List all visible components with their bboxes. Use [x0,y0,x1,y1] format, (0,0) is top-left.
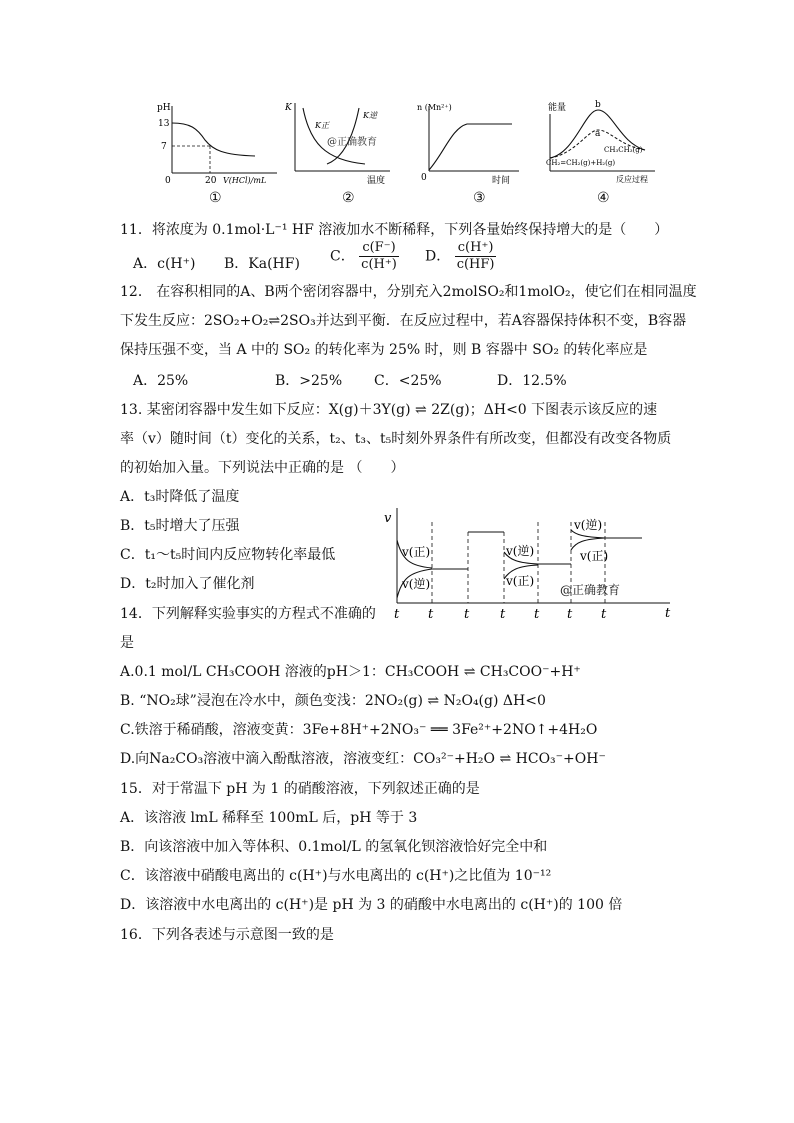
q11-option-d [425,240,496,273]
figure-4-energy-profile [540,98,660,188]
q13-graph-watermark: @正确教育 [560,583,621,597]
q11-option-d-prefix: D． [425,248,451,265]
svg-text:t: t [534,607,540,622]
fig2-ylabel: K [285,103,292,113]
q11-option-c [330,240,399,273]
q13-graph-t-axis: t [665,606,671,621]
q15-option-d: D．该溶液中水电离出的 c(H⁺)是 pH 为 3 的硝酸中水电离出的 c(H⁺)的 100 倍 [120,897,623,913]
q14-option-a: A.0.1 mol/L CH₃COOH 溶液的pH＞1：CH₃COOH ⇌ CH₃COO⁻+H⁺ [120,664,581,680]
fig2-k-ni-curve [327,108,359,164]
svg-text:t: t [394,607,400,622]
q15-option-a: A．该溶液 lmL 稀释至 100mL 后，pH 等于 3 [120,810,418,826]
fig4-ylabel: 能量 [548,103,567,113]
fig2-k-ni: K逆 [363,111,377,120]
fig2-k-zheng-curve [303,108,365,164]
q11-option-b: B．Ka(HF) [224,256,300,272]
fig1-y7: 7 [161,142,167,152]
fig4-a: a [595,129,601,139]
q14-option-d: D.向Na₂CO₃溶液中滴入酚酞溶液，溶液变红：CO₃²⁻+H₂O ⇌ HCO₃⁻+OH⁻ [120,751,606,767]
figure-1-ph-titration [155,98,280,188]
svg-text:t: t [567,607,573,622]
fig3-ylabel: n (Mn²⁺) [417,103,452,112]
q15-option-c: C．该溶液中硝酸电离出的 c(H⁺)与水电离出的 c(H⁺)之比值为 10⁻¹² [120,868,552,884]
fig1-number: ① [209,190,222,206]
svg-text:t: t [428,607,434,622]
q14-option-c: C.铁溶于稀硝酸，溶液变黄：3Fe+8H⁺+2NO₃⁻ ══ 3Fe²⁺+2NO↑+4H₂O [120,722,598,738]
q13-line-1: 13. 某密闭容器中发生如下反应：X(g)＋3Y(g) ⇌ 2Z(g)；ΔH<0 下图表示该反应的速 [120,402,658,418]
q13-velocity-time-graph [380,500,680,625]
fig2-xlabel: 温度 [367,176,386,186]
fig1-x20: 20 [205,176,217,186]
fig1-xlabel: V(HCl)/mL [223,176,267,185]
fig3-xlabel: 时间 [492,176,511,186]
q11-option-d-fraction [455,240,497,273]
q13-graph-v-zheng-3: v(正) [580,549,609,563]
q12-line-2: 下发生反应：2SO₂+O₂⇌2SO₃并达到平衡．在反应过程中，若A容器保持体积不变，B容器 [120,313,687,329]
fig4-number: ④ [597,190,610,206]
fig3-number: ③ [473,190,486,206]
q12-line-3: 保持压强不变，当 A 中的 SO₂ 的转化率为 25% 时，则 B 容器中 SO₂ 的转化率应是 [120,342,648,358]
q14-line-1: 14．下列解释实验事实的方程式不准确的 [120,606,376,622]
q13-graph-v-zheng-2: v(正) [506,574,535,588]
fig1-y13: 13 [158,119,170,129]
fig4-product: CH₃CH₃(g) [604,146,643,154]
q11-c-denominator: c(H⁺) [361,257,397,272]
fig2-watermark: @正确教育 [327,137,377,148]
fig3-origin: 0 [421,173,427,183]
q12-option-a: A．25% [133,373,189,389]
fig3-curve [429,124,512,170]
fig4-reactant: CH₂=CH₂(g)+H₂(g) [546,159,616,167]
figure-2-k-temperature [285,98,395,188]
q13-graph-v-ni-2: v(逆) [506,544,535,558]
q11-c-numerator: c(F⁻) [359,240,399,257]
q11-option-c-fraction [359,240,399,273]
q12-option-c: C．<25% [374,373,442,389]
fig4-xlabel: 反应过程 [616,175,648,184]
q11-d-denominator: c(HF) [456,257,495,272]
q13-line-2: 率（v）随时间（t）变化的关系，t₂、t₃、t₅时刻外界条件有所改变，但都没有改变各物质 [120,431,672,447]
q15-option-b: B．向该溶液中加入等体积、0.1mol/L 的氢氧化钡溶液恰好完全中和 [120,839,548,855]
q13-graph-v-ni-1: v(逆) [402,577,431,591]
q13-graph-v-ni-3: v(逆) [574,518,603,532]
q12-line-1: 12． 在容积相同的A、B两个密闭容器中，分别充入2molSO₂和1molO₂，使它们在相同温度 [120,284,697,300]
fig2-number: ② [342,190,355,206]
q13-graph-v: v [384,511,392,526]
svg-text:t: t [601,607,607,622]
fig1-origin: 0 [165,176,171,186]
q13-option-a: A．t₃时降低了温度 [120,489,240,505]
q12-option-b: B．>25% [275,373,343,389]
q11-stem: 11．将浓度为 0.1mol·L⁻¹ HF 溶液加水不断稀释，下列各量始终保持增大的是（ ） [120,222,669,238]
q11-option-c-prefix: C． [330,248,355,265]
fig1-ylabel: pH [157,103,171,113]
fig2-k-zheng: K正 [315,121,329,130]
svg-text:t: t [500,607,506,622]
q11-d-numerator: c(H⁺) [455,240,497,257]
figure-3-n-mn-time [412,98,522,188]
svg-text:t: t [464,607,470,622]
q15-stem: 15．对于常温下 pH 为 1 的硝酸溶液，下列叙述正确的是 [120,781,480,797]
q14-line-2: 是 [120,635,134,651]
q11-option-a: A．c(H⁺) [133,256,196,272]
q13-option-d: D．t₂时加入了催化剂 [120,576,255,592]
q13-line-3: 的初始加入量。下列说法中正确的是 （ ） [120,460,405,476]
fig4-b: b [595,100,601,110]
q12-option-d: D．12.5% [497,373,567,389]
q13-option-b: B．t₅时增大了压强 [120,518,240,534]
q14-option-b: B. “NO₂球”浸泡在冷水中，颜色变浅：2NO₂(g) ⇌ N₂O₄(g) ΔH<0 [120,693,546,709]
q16-stem: 16．下列各表述与示意图一致的是 [120,927,334,943]
fig1-curve [172,123,255,156]
q13-option-c: C．t₁～t₅时间内反应物转化率最低 [120,547,336,563]
q13-graph-v-zheng-1: v(正) [402,545,431,559]
